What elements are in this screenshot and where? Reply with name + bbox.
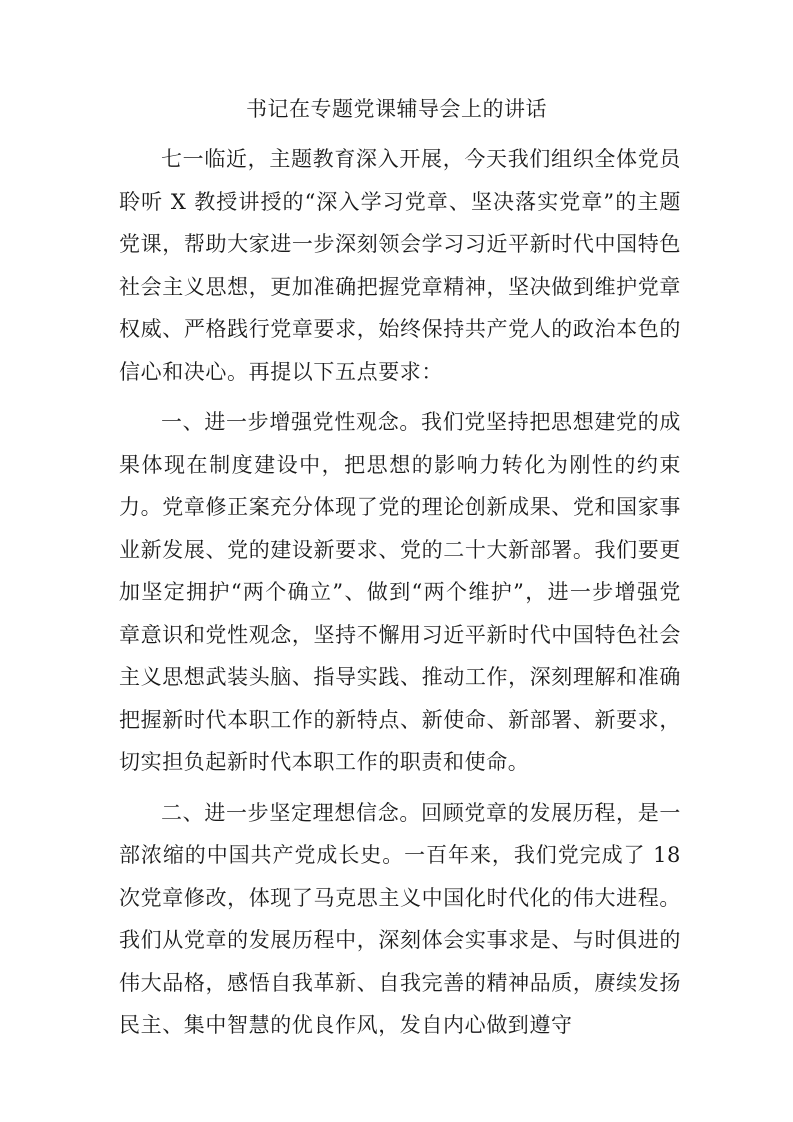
paragraph-point-one: 一、进一步增强党性观念。我们党坚持把思想建党的成果体现在制度建设中，把思想的影响力转化为刚性的约束力。党章修正案充分体现了党的理论创新成果、党和国家事业新发展、党的建设新要求、党的二十大新部署。我们要更加坚定拥护“两个确立”、做到“两个维护”，进一步增强党章意识和党性观念，坚持不懈用习近平新时代中国特色社会主义思想武装头脑、指导实践、推动工作，深刻理解和准确把握新时代本职工作的新特点、新使命、新部署、新要求，切实担负起新时代本职工作的职责和使命。 bbox=[119, 410, 681, 774]
paragraph-point-two: 二、进一步坚定理想信念。回顾党章的发展历程，是一部浓缩的中国共产党成长史。一百年来，我们党完成了 18 次党章修改，体现了马克思主义中国化时代化的伟大进程。我们从党章的发展历程中，深刻体会实事求是、与时俱进的伟大品格，感悟自我革新、自我完善的精神品质，赓续发扬民主、集中智慧的优良作风，发自内心做到遵守 bbox=[119, 800, 681, 1037]
document-title: 书记在专题党课辅导会上的讲话 bbox=[246, 97, 547, 121]
paragraph-intro: 七一临近，主题教育深入开展，今天我们组织全体党员聆听 X 教授讲授的“深入学习党章、坚决落实党章”的主题党课，帮助大家进一步深刻领会学习习近平新时代中国特色社会主义思想，更加准确把握党章精神，坚决做到维护党章权威、严格践行党章要求，始终保持共产党人的政治本色的信心和决心。再提以下五点要求： bbox=[119, 147, 681, 384]
document-body bbox=[119, 138, 681, 1055]
